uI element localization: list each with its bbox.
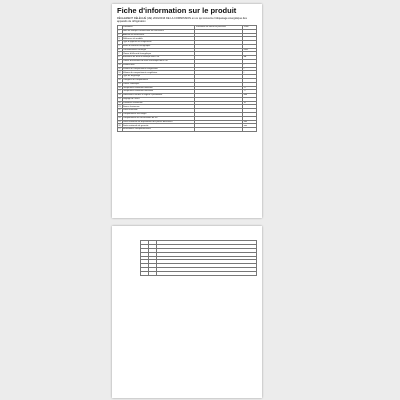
row-label-cell: Classe climatique	[122, 82, 195, 86]
row-number-cell: 12	[118, 71, 121, 74]
row-unit-cell: mm	[243, 94, 257, 98]
row-unit-cell: kWh	[243, 48, 257, 52]
row-unit-cell: ans	[243, 124, 257, 128]
row-unit-cell	[243, 128, 257, 132]
row-sub-cell	[149, 272, 157, 276]
row-label-cell: Porte réversible	[122, 109, 195, 113]
row-number-cell: 6	[118, 48, 123, 52]
row-label-cell: Consommation d'énergie	[122, 48, 195, 52]
row-label-cell: Type de dégivrage	[122, 75, 195, 79]
table-row	[118, 128, 257, 132]
row-label-cell: Réglage de l'hiver	[122, 97, 195, 101]
table-body	[118, 29, 257, 131]
row-label-cell: Source lumineuse	[122, 105, 195, 109]
row-number-cell: 3	[118, 37, 123, 41]
row-label-cell: Volume du compartiment congélateur	[122, 71, 195, 75]
row-number-cell: 26	[118, 124, 121, 127]
row-unit-cell: ans	[243, 120, 257, 124]
row-unit-cell: dB	[243, 56, 257, 60]
row-label-cell: Nom ou marque commerciale du fournisseur	[122, 29, 195, 33]
header-value-cell: Paramètre de valeur et précision	[195, 26, 243, 30]
row-unit-cell: °C	[243, 86, 257, 90]
row-number-cell: 17	[118, 90, 121, 93]
row-label-cell: Puissance lumineuse	[122, 101, 195, 105]
header-unit-cell: Unité	[243, 26, 257, 30]
row-unit-cell: l	[243, 71, 257, 75]
row-number-cell: 11	[118, 67, 121, 70]
row-label-cell: Durée minimale de garantie	[122, 124, 195, 128]
row-number-cell: 7	[118, 52, 123, 56]
row-label-cell: Volume total	[122, 63, 195, 67]
row-label-cell	[157, 272, 257, 276]
header-parameter-cell: Paramètre	[122, 26, 195, 30]
row-number-cell: 23	[118, 113, 121, 116]
row-number-cell: 4	[118, 41, 123, 45]
row-number-cell: 18	[118, 94, 121, 97]
row-number-cell: 21	[118, 105, 121, 108]
row-number-cell: 24	[118, 116, 121, 119]
row-unit-cell: °C	[243, 90, 257, 94]
row-label-cell: Émissions de bruit acoustique dans l'air	[122, 56, 195, 60]
row-label-cell: Catégorie du compartiment	[122, 78, 195, 82]
row-label-cell: Température ambiante maximale	[122, 90, 195, 94]
row-label-cell: Compartiment zéro degré	[122, 112, 195, 116]
row-label-cell: Adresse du fournisseur	[122, 33, 195, 37]
document-page-2	[112, 226, 262, 398]
intro-text: RÈGLEMENT DÉLÉGUÉ (UE) 2019/2016 DE LA COMMISSION en ce qui concerne l'étiquetage énergétique des appareils de réfrigération	[117, 17, 247, 24]
continuation-table	[140, 240, 257, 276]
row-value-cell	[195, 128, 243, 132]
row-number-cell: 2	[118, 33, 123, 37]
row-label-cell: Type d'appareil de réfrigération	[122, 41, 195, 45]
row-number-cell: 8	[118, 56, 123, 60]
row-number-cell	[141, 272, 149, 276]
row-number-cell: 5	[118, 44, 123, 48]
row-number-cell: 15	[118, 82, 121, 85]
page-title: Fiche d'information sur le produit	[117, 6, 237, 15]
row-label-cell: Volume du compartiment réfrigérateur	[122, 67, 195, 71]
row-number-cell: 13	[118, 75, 121, 78]
row-label-cell: Indice d'efficacité énergétique	[122, 44, 195, 48]
row-label-cell: Classe d'émissions de bruit acoustique dans l'air	[122, 60, 195, 64]
row-number-cell: 9	[118, 60, 123, 64]
row-label-cell: Référence du modèle	[122, 37, 195, 41]
document-page-1	[112, 4, 262, 218]
row-number-cell: 27	[118, 128, 121, 131]
row-unit-cell: l	[243, 63, 257, 67]
row-number-cell: 19	[118, 98, 121, 101]
row-number-cell: 25	[118, 120, 121, 123]
row-unit-cell: W	[243, 101, 257, 105]
product-information-table	[117, 25, 257, 132]
table-row	[141, 272, 257, 276]
continuation-table-body	[141, 241, 257, 276]
row-label-cell: Compartiment de conservation du vin	[122, 116, 195, 120]
row-label-cell: Température ambiante minimale	[122, 86, 195, 90]
row-label-cell: Dimensions hauteur x largeur x profondeur	[122, 94, 195, 98]
row-number-cell: 16	[118, 86, 121, 89]
row-label-cell: Informations complémentaires	[122, 128, 195, 132]
row-number-cell: 10	[118, 64, 121, 66]
row-unit-cell: l	[243, 67, 257, 71]
row-label-cell: Classe d'efficacité énergétique	[122, 52, 195, 56]
row-label-cell: Durée minimale de disponibilité des pièces détachées	[122, 120, 195, 124]
row-number-cell: 22	[118, 109, 121, 112]
row-number-cell: 20	[118, 101, 121, 104]
row-number-cell: 14	[118, 79, 121, 82]
row-number-cell: 1	[118, 29, 123, 33]
